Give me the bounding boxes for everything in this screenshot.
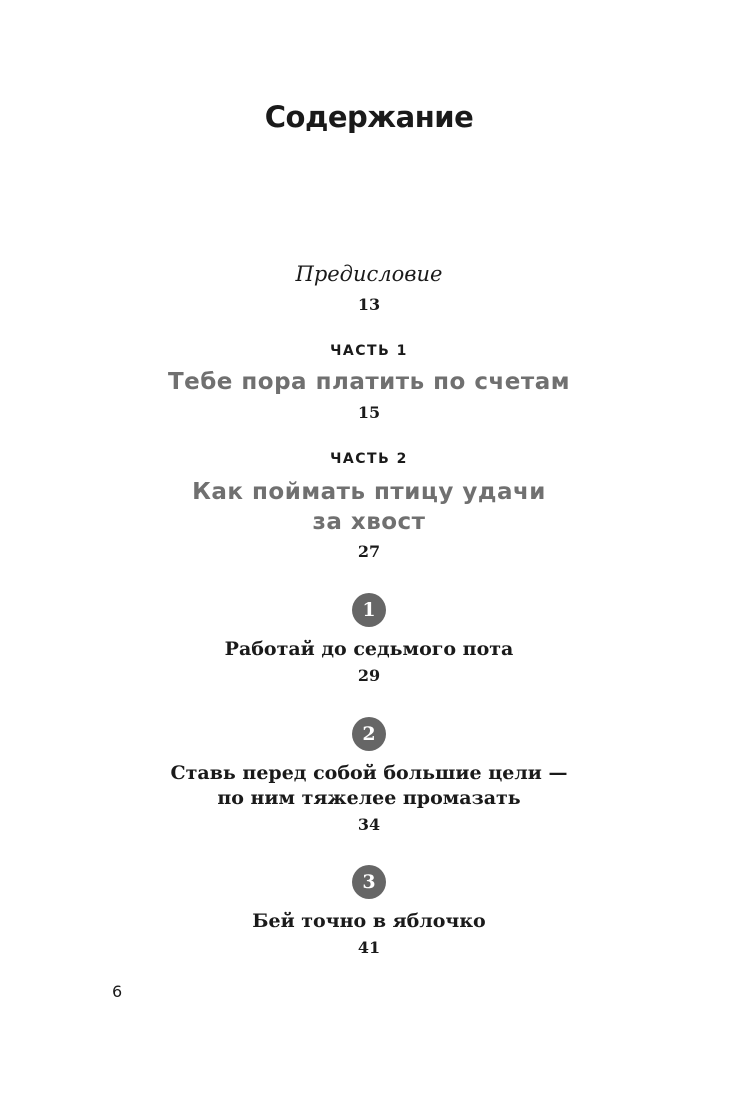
preface-title: Предисловие (295, 262, 443, 286)
part-1-title: Тебе пора платить по счетам (167, 369, 571, 395)
chapter-2-page-number: 34 (357, 815, 381, 834)
chapter-1-title: Работай до седьмого пота (224, 638, 514, 660)
chapter-1-page-number: 29 (357, 666, 381, 685)
chapter-2-title-line-2: по ним тяжелее промазать (217, 787, 521, 809)
toc-entry-chapter-3[interactable] (0, 909, 738, 934)
part-1-label: ЧАСТЬ 1 (330, 343, 408, 359)
toc-entry-preface[interactable] (0, 262, 738, 286)
preface-page-number: 13 (357, 295, 381, 314)
page-folio-number: 6 (112, 982, 123, 1001)
part-2-title-line-1: Как поймать птицу удачи (192, 479, 546, 505)
chapter-2-number-badge: 2 (352, 717, 386, 751)
toc-entry-chapter-2[interactable] (0, 761, 738, 811)
page-title: Содержание (264, 100, 474, 134)
chapter-2-title-line-1: Ставь перед собой большие цели — (170, 762, 568, 784)
toc-entry-part-2[interactable] (0, 477, 738, 537)
chapter-3-number-badge: 3 (352, 865, 386, 899)
chapter-3-page-number: 41 (357, 938, 381, 957)
part-1-page-number: 15 (357, 403, 381, 422)
toc-entry-part-1[interactable] (0, 367, 738, 397)
part-2-title-line-2: за хвост (312, 509, 426, 535)
toc-entry-chapter-1[interactable] (0, 637, 738, 662)
chapter-3-title: Бей точно в яблочко (252, 910, 486, 932)
part-2-page-number: 27 (357, 542, 381, 561)
part-2-label: ЧАСТЬ 2 (330, 451, 408, 467)
chapter-1-number-badge: 1 (352, 593, 386, 627)
